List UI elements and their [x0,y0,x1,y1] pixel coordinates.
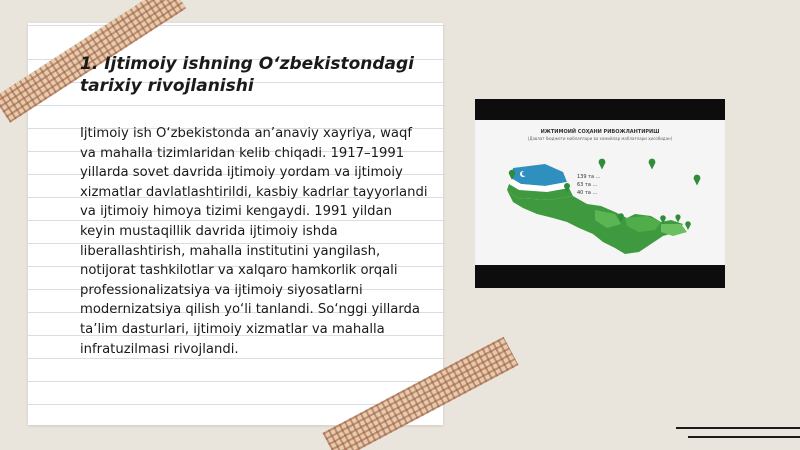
slide-title: 1. Ijtimoiy ishning O‘zbekistondagi tarixiy rivojlanishi [80,54,414,96]
decorative-line [688,436,800,438]
image-stat-1: 139 та ... [577,174,601,180]
uzbekistan-flag [507,164,573,200]
embedded-image [475,99,725,288]
slide-body-text: Ijtimoiy ish O‘zbekistonda an’anaviy xayriya, waqf va mahalla tizimlaridan kelib chiqadi. 1917–1991 yillarda sovet davrida ijtimoiy yordam va ijtimoiy xizmatlar davlatlashtirildi, kasbiy kadrlar tayyorlandi va ijtimoiy himoya tizimi kengaydi. 1991 yildan keyin mustaqillik davrida ijtimoiy ishda liberallashtirish, mahalla institutini yangilash, notijorat tashkilotlar va xalqaro hamkorlik orqali professionalizatsiya va ijtimoiy siyosatlarni modernizatsiya qilish yo‘li tanlandi. So‘nggi yillarda ta’lim dasturlari, ijtimoiy xizmatlar va mahalla infratuzilmasi rivojlandi. [80,126,428,357]
decorative-line [676,427,800,429]
image-subheading: (Давлат бюджети маблағлари ва хомийлар маблағлари ҳисобидан) [527,136,673,141]
map-infographic [475,120,725,265]
uzbekistan-map [475,120,725,265]
image-stat-3: 40 та ... [577,190,598,196]
image-stat-2: 63 та ... [577,182,598,188]
image-heading: ИЖТИМОИЙ СОҲАНИ РИВОЖЛАНТИРИШ [540,129,660,135]
